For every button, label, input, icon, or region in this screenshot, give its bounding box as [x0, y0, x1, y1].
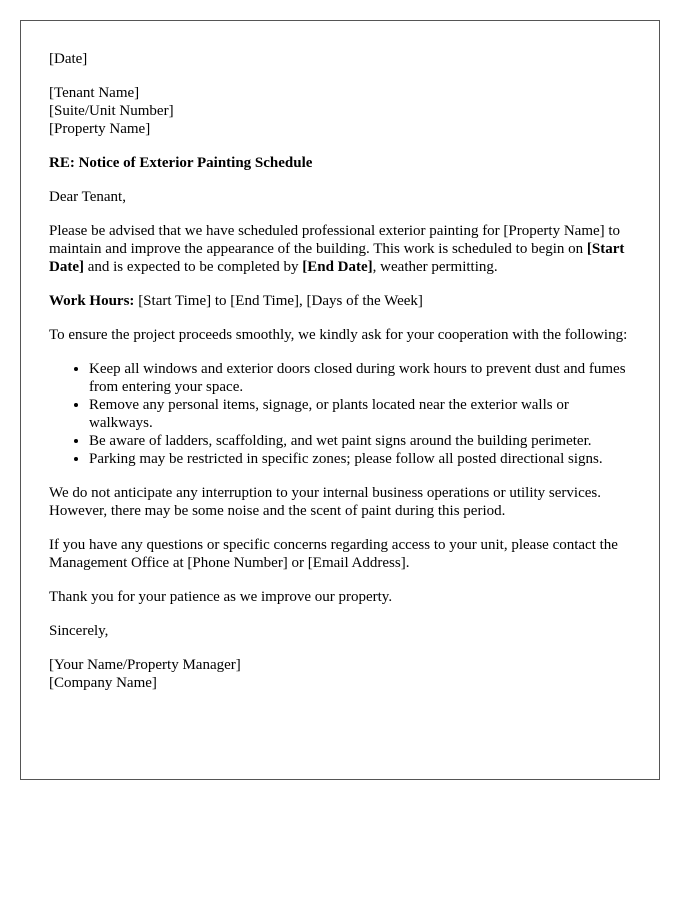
contact-note: If you have any questions or specific concerns regarding access to your unit, please contact the Management Office at [Phone Number] or [Email Address]. — [49, 537, 618, 571]
list-item: • Be aware of ladders, scaffolding, and wet paint signs around the building perimeter. — [89, 432, 631, 450]
company-name: [Company Name] — [49, 675, 157, 691]
property-name: [Property Name] — [49, 121, 151, 137]
instructions-list — [49, 360, 631, 468]
intro-text-2: and is expected to be completed by — [83, 259, 303, 275]
letter-date — [49, 50, 631, 68]
work-hours-label: Work Hours: — [49, 293, 135, 309]
letter — [20, 20, 660, 780]
start-date: [Start Date] — [49, 241, 625, 275]
signer-name-title: [Your Name/Property Manager] — [49, 657, 241, 673]
recipient-address — [49, 84, 631, 138]
operations-note: We do not anticipate any interruption to your internal business operations or utility services. However, there may be some noise and the scent of paint during this period. — [49, 485, 601, 519]
work-hours — [49, 292, 631, 310]
date-text: [Date] — [49, 51, 88, 67]
thanks-note: Thank you for your patience as we improve our property. — [49, 589, 393, 605]
list-item: • Parking may be restricted in specific zones; please follow all posted directional signs. — [89, 450, 631, 468]
list-item: • Remove any personal items, signage, or plants located near the exterior walls or walkways. — [89, 396, 631, 432]
cooperation-request: To ensure the project proceeds smoothly, we kindly ask for your cooperation with the following: — [49, 327, 628, 343]
work-hours-value: [Start Time] to [End Time], [Days of the Week] — [134, 293, 423, 309]
salutation: Dear Tenant, — [49, 189, 126, 205]
list-item: • Keep all windows and exterior doors closed during work hours to prevent dust and fumes from entering your space. — [89, 360, 631, 396]
suite-unit-number: [Suite/Unit Number] — [49, 103, 174, 119]
tenant-name: [Tenant Name] — [49, 85, 140, 101]
intro-paragraph — [49, 222, 631, 276]
subject-line: RE: Notice of Exterior Painting Schedule — [49, 155, 313, 171]
closing: Sincerely, — [49, 623, 109, 639]
intro-text-3: , weather permitting. — [372, 259, 498, 275]
end-date: [End Date] — [302, 259, 373, 275]
intro-text-1: Please be advised that we have scheduled professional exterior painting for [Property Name] to maintain and improve the appearance of the building. This work is scheduled to begin on — [49, 223, 621, 257]
signature-block — [49, 656, 631, 692]
